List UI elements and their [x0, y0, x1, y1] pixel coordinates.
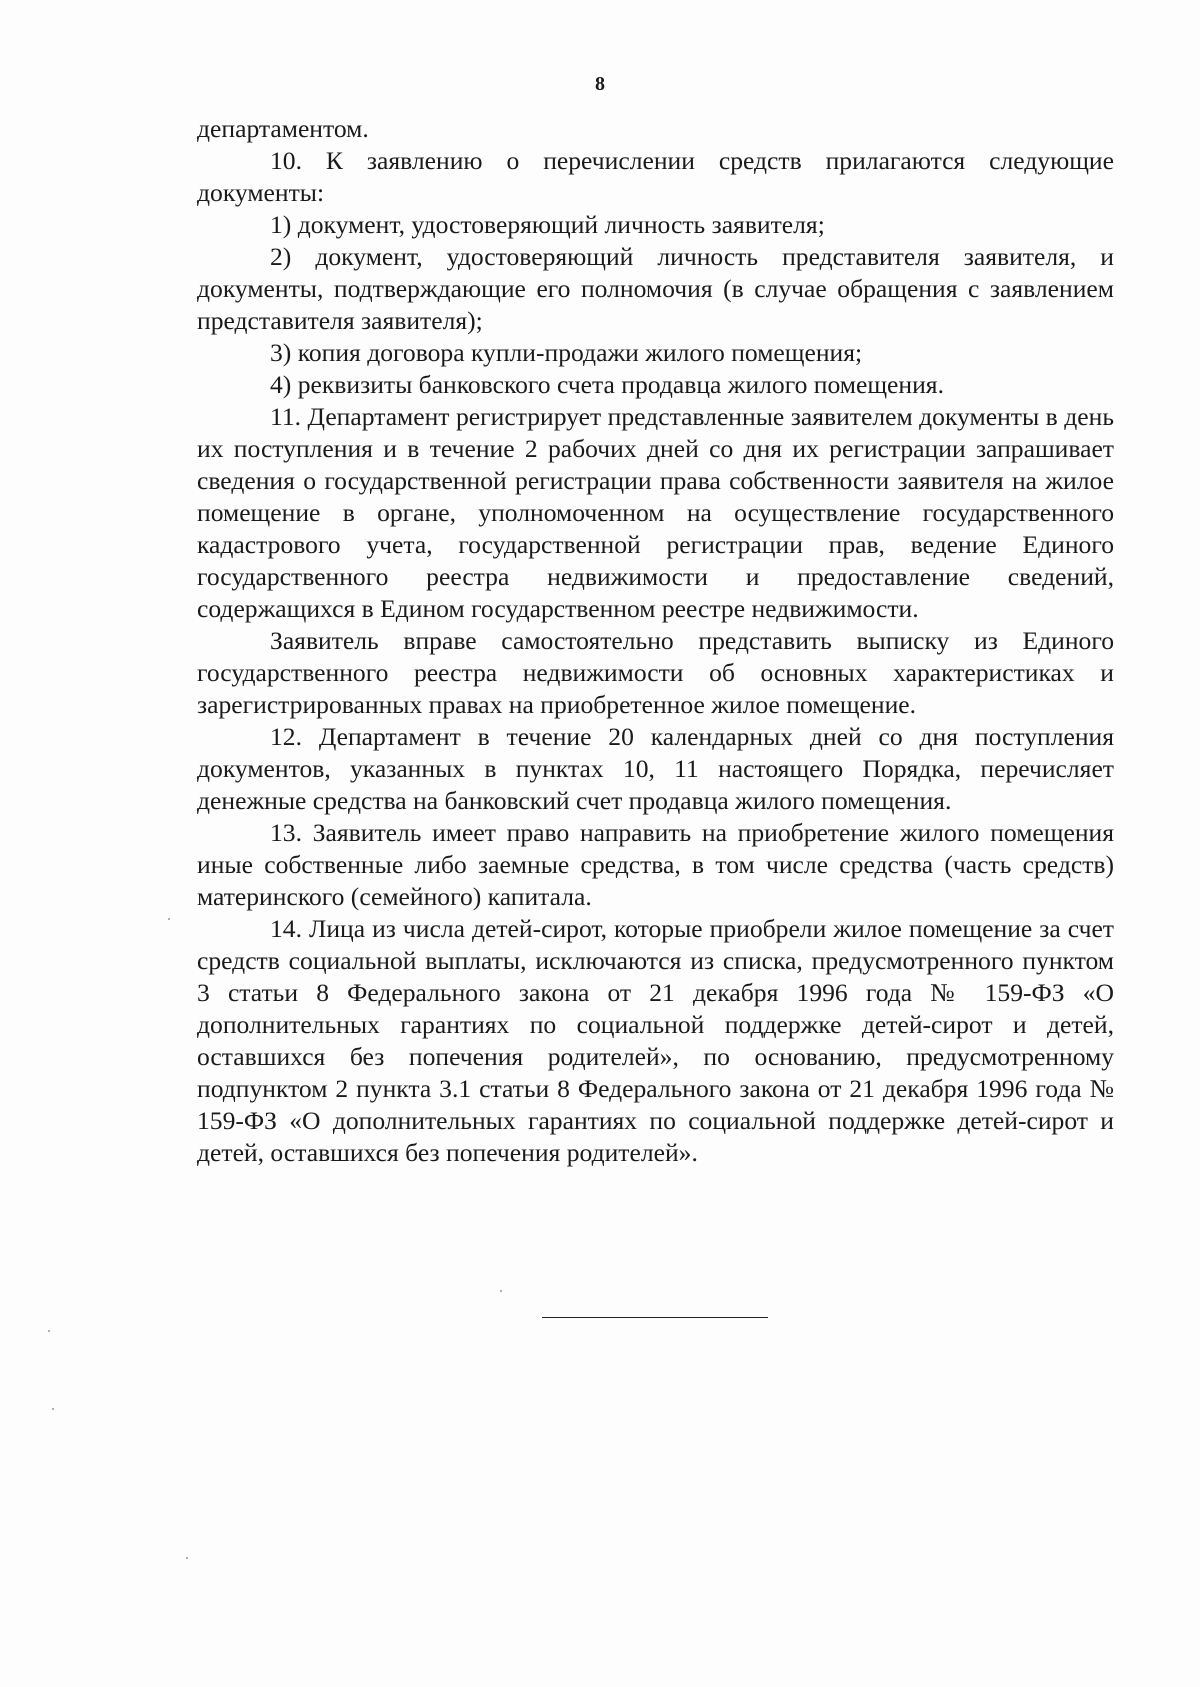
page-number: 8 [595, 73, 605, 95]
paragraph-item-14: 14. Лица из числа детей-сирот, которые приобрели жилое помещение за счет средств социальной выплаты, исключаются из списка, предусмотренного пунктом 3 статьи 8 Федерального закона от 21 декабря 1996 года № 159-ФЗ «О дополнительных гарантиях по социальной поддержке детей-сирот и детей, оставшихся без попечения родителей», по основанию, предусмотренному подпунктом 2 пункта 3.1 статьи 8 Федерального закона от 21 декабря 1996 года № 159-ФЗ «О дополнительных гарантиях по социальной поддержке детей-сирот и детей, оставшихся без попечения родителей». [197, 914, 1114, 1167]
paragraph-item-13: 13. Заявитель имеет право направить на приобретение жилого помещения иные собственные либо заемные средства, в том числе средства (часть средств) материнского (семейного) капитала. [197, 818, 1114, 911]
paragraph-continuation: департаментом. [197, 114, 369, 143]
scan-speck [168, 918, 170, 920]
paragraph-item-12: 12. Департамент в течение 20 календарных дней со дня поступления документов, указанных в пунктах 10, 11 настоящего Порядка, перечисляет денежные средства на банковский счет продавца жилого помещения. [197, 722, 1114, 815]
scan-speck [48, 1330, 50, 1332]
scan-speck [186, 1557, 188, 1559]
list-item-2: 2) документ, удостоверяющий личность представителя заявителя, и документы, подтверждающие его полномочия (в случае обращения с заявлением представителя заявителя); [197, 242, 1114, 335]
list-item-3: 3) копия договора купли-продажи жилого помещения; [270, 338, 863, 367]
end-of-document-line [542, 1317, 768, 1318]
scan-speck [52, 1408, 54, 1410]
paragraph-item-10: 10. К заявлению о перечислении средств прилагаются следующие документы: [197, 146, 1114, 207]
list-item-1: 1) документ, удостоверяющий личность заявителя; [270, 210, 825, 239]
document-body [197, 113, 1114, 1169]
list-item-4: 4) реквизиты банковского счета продавца жилого помещения. [270, 370, 944, 399]
paragraph-item-11-note: Заявитель вправе самостоятельно представить выписку из Единого государственного реестра недвижимости об основных характеристиках и зарегистрированных правах на приобретенное жилое помещение. [197, 626, 1114, 719]
paragraph-item-11: 11. Департамент регистрирует представленные заявителем документы в день их поступления и в течение 2 рабочих дней со дня их регистрации запрашивает сведения о государственной регистрации права собственности заявителя на жилое помещение в органе, уполномоченном на осуществление государственного кадастрового учета, государственной регистрации прав, ведение Единого государственного реестра недвижимости и предоставление сведений, содержащихся в Едином государственном реестре недвижимости. [197, 402, 1114, 623]
scan-speck [500, 1290, 502, 1292]
